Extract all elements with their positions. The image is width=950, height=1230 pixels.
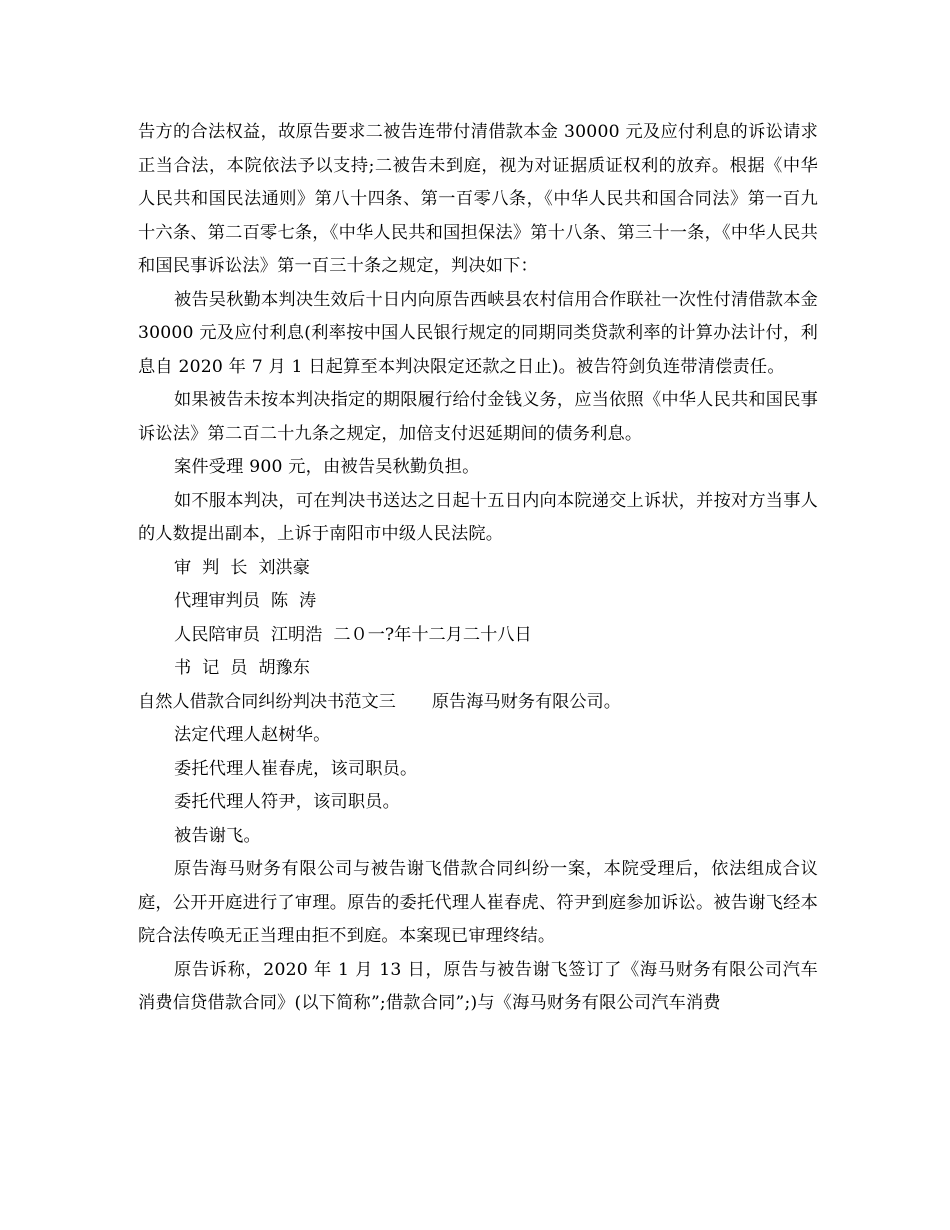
signature-acting-judge: 代理审判员 陈 涛 [174,591,317,611]
paragraph-judgment-ruling: 被告吴秋勤本判决生效后十日内向原告西峡县农村信用合作联社一次性付清借款本金 30000 元及应付利息(利率按中国人民银行规定的同期同类贷款利率的计算办法计付，利息自 2020 年 7 月 1 日起算至本判决限定还款之日止)。被告符剑负连带清偿责任。 [138,289,818,377]
signature-presiding-judge: 审 判 长 刘洪豪 [174,557,310,578]
paragraph-case-fee: 案件受理 900 元，由被告吴秋勤负担。 [174,457,480,477]
document-body [138,116,818,1021]
paragraph-case-overview: 原告海马财务有限公司与被告谢飞借款合同纠纷一案，本院受理后，依法组成合议庭，公开开庭进行了审理。原告的委托代理人崔春虎、符尹到庭参加诉讼。被告谢飞经本院合法传唤无正当理由拒不到庭。本案现已审理终结。 [138,859,818,946]
section-title-line [138,686,818,720]
party-legal-representative: 法定代理人赵树华。 [174,725,331,745]
paragraph-appeal-notice: 如不服本判决，可在判决书送达之日起十五日内向本院递交上诉状，并按对方当事人的人数提出副本，上诉于南阳市中级人民法院。 [138,490,818,544]
paragraph-plaintiff-claim: 原告诉称，2020 年 1 月 13 日，原告与被告谢飞签订了《海马财务有限公司汽车消费信贷借款合同》(以下简称”;借款合同”;)与《海马财务有限公司汽车消费 [138,959,818,1013]
section-title: 自然人借款合同纠纷判决书范文三 [138,691,396,712]
party-defendant: 被告谢飞。 [174,825,261,846]
section-title-plaintiff: 原告海马财务有限公司。 [431,691,621,712]
party-agent-cui: 委托代理人崔春虎，该司职员。 [174,758,418,779]
signature-clerk: 书 记 员 胡豫东 [174,658,310,678]
paragraph-judgment-reasoning: 告方的合法权益，故原告要求二被告连带付清借款本金 30000 元及应付利息的诉讼请求正当合法，本院依法予以支持;二被告未到庭，视为对证据质证权利的放弃。根据《中华人民共和国民法通则》第八十四条、第一百零八条，《中华人民共和国合同法》第一百九十六条、第二百零七条，《中华人民共和国担保法》第十八条、第三十一条，《中华人民共和国民事诉讼法》第一百三十条之规定，判决如下： [138,122,818,276]
signature-juror-date: 人民陪审员 江明浩 二０一?年十二月二十八日 [174,624,532,645]
party-agent-fu: 委托代理人符尹，该司职员。 [174,792,401,812]
paragraph-late-payment: 如果被告未按本判决指定的期限履行给付金钱义务，应当依照《中华人民共和国民事诉讼法》第二百二十九条之规定，加倍支付迟延期间的债务利息。 [138,390,818,444]
